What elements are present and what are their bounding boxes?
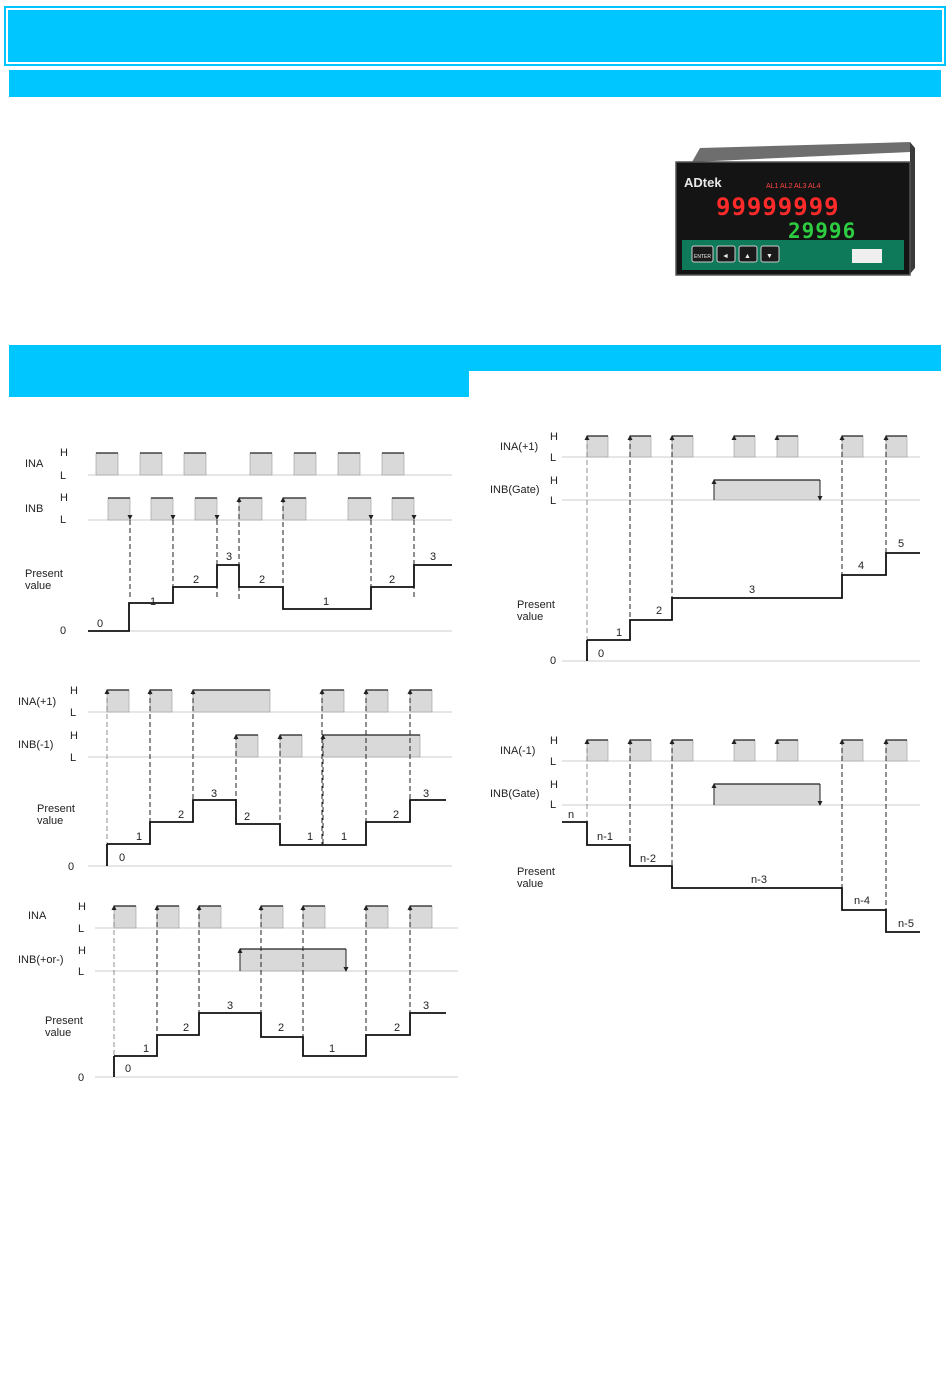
value-label: 0 <box>96 618 104 630</box>
level-h-label: H <box>70 730 78 742</box>
inb-pulse <box>108 498 130 520</box>
value-label: 2 <box>393 1022 401 1034</box>
axis-zero-label: 0 <box>550 655 557 667</box>
inb-pulse <box>236 735 258 757</box>
level-l-label: L <box>78 966 85 978</box>
level-l-label: L <box>550 756 557 768</box>
ina-pulse <box>382 453 404 475</box>
present-value-step-line <box>587 553 920 640</box>
value-label: 2 <box>388 574 396 586</box>
value-label: n-1 <box>597 831 613 843</box>
ina-pulse <box>410 906 432 928</box>
present-value-label: value <box>517 878 544 890</box>
inb-pulse <box>151 498 173 520</box>
present-value-step-line <box>562 822 920 932</box>
axis-zero-label: 0 <box>68 861 75 873</box>
present-value-label: Present <box>45 1015 83 1027</box>
ina-pulse <box>157 906 179 928</box>
value-label: 2 <box>277 1022 285 1034</box>
ina-pulse <box>366 906 388 928</box>
ina-pulse <box>322 690 344 712</box>
value-label: 3 <box>422 1000 430 1012</box>
present-value-label: value <box>25 580 52 592</box>
ina-pulse <box>886 436 907 457</box>
level-h-label: H <box>60 492 68 504</box>
ina-pulse <box>777 740 798 761</box>
ina-pulse <box>261 906 283 928</box>
value-label: 1 <box>328 1043 336 1055</box>
present-value-label: value <box>517 611 544 623</box>
signal-label-inb-gate: INB(Gate) <box>490 484 540 496</box>
value-label: n-4 <box>854 895 870 907</box>
ina-pulse <box>842 436 863 457</box>
value-label: n-5 <box>898 918 914 930</box>
signal-label-ina: INA <box>28 910 47 922</box>
device-display-bottom: 29996 <box>788 219 857 243</box>
signal-label-ina: INA <box>25 458 44 470</box>
up-key-label: ▲ <box>744 253 751 260</box>
level-l-label: L <box>550 495 557 507</box>
inb-pulse <box>283 498 306 520</box>
down-key-label: ▼ <box>766 253 773 260</box>
enter-key-label: ENTER <box>694 254 711 260</box>
device-indicators: AL1 AL2 AL3 AL4 <box>766 183 821 190</box>
timing-diagram-ina-plus-inb-minus <box>18 685 452 873</box>
ina-pulse <box>303 906 325 928</box>
value-label: 3 <box>210 788 218 800</box>
value-label: 1 <box>142 1043 150 1055</box>
inb-gate-pulse <box>714 480 820 500</box>
value-label: n-3 <box>751 874 767 886</box>
value-label: 2 <box>392 809 400 821</box>
inb-pulse <box>323 735 420 757</box>
ina-pulse <box>886 740 907 761</box>
present-value-label: value <box>45 1027 72 1039</box>
ina-pulse <box>734 740 755 761</box>
level-l-label: L <box>550 799 557 811</box>
present-value-step-line <box>107 800 446 845</box>
timing-diagram-ina-inb <box>25 447 452 637</box>
present-value-label: Present <box>25 568 63 580</box>
signal-label-ina-minus: INA(-1) <box>500 745 536 757</box>
level-h-label: H <box>78 901 86 913</box>
timing-diagram-ina-minus-gate <box>490 735 920 932</box>
present-value-label: Present <box>37 803 75 815</box>
value-label: 3 <box>226 1000 234 1012</box>
present-value-step-line <box>88 565 452 631</box>
signal-label-ina-plus: INA(+1) <box>500 441 539 453</box>
inb-gate-pulse <box>714 784 820 805</box>
level-h-label: H <box>550 779 558 791</box>
value-label: 1 <box>615 627 623 639</box>
inb-pulse <box>239 498 262 520</box>
axis-zero-label: 0 <box>78 1072 85 1084</box>
inb-pulse <box>195 498 217 520</box>
value-label: 0 <box>118 852 126 864</box>
level-h-label: H <box>550 735 558 747</box>
present-value-step-line <box>114 1013 446 1056</box>
value-label: n-2 <box>640 853 656 865</box>
axis-zero-label: 0 <box>60 625 67 637</box>
ina-pulse <box>842 740 863 761</box>
ina-pulse <box>199 906 221 928</box>
value-label: 1 <box>135 831 143 843</box>
left-key-label: ◄ <box>722 253 729 260</box>
ina-pulse <box>734 436 755 457</box>
ina-pulse <box>294 453 316 475</box>
inb-pulse <box>240 949 346 971</box>
ina-pulse <box>193 690 270 712</box>
ina-pulse <box>630 436 651 457</box>
value-label: 3 <box>422 788 430 800</box>
signal-label-inb-gate: INB(Gate) <box>490 788 540 800</box>
ina-pulse <box>107 690 129 712</box>
ina-pulse <box>630 740 651 761</box>
device-brand: ADtek <box>684 175 722 190</box>
value-label: 3 <box>225 551 233 563</box>
ina-pulse <box>587 740 608 761</box>
ina-pulse <box>150 690 172 712</box>
level-h-label: H <box>60 447 68 459</box>
ina-pulse <box>672 436 693 457</box>
present-value-label: value <box>37 815 64 827</box>
value-label: 1 <box>340 831 348 843</box>
device-display-top: 99999999 <box>716 193 840 221</box>
ina-pulse <box>114 906 136 928</box>
signal-label-inb-minus: INB(-1) <box>18 739 54 751</box>
ina-pulse <box>366 690 388 712</box>
ina-pulse <box>96 453 118 475</box>
value-label: 2 <box>192 574 200 586</box>
level-h-label: H <box>550 475 558 487</box>
signal-label-inb-plus-or-minus: INB(+or-) <box>18 954 64 966</box>
value-label: 1 <box>149 596 157 608</box>
ina-pulse <box>338 453 360 475</box>
value-label: 2 <box>182 1022 190 1034</box>
value-label: 4 <box>857 560 865 572</box>
value-label: 2 <box>243 811 251 823</box>
ina-pulse <box>410 690 432 712</box>
value-label: 5 <box>897 538 905 550</box>
value-label: 0 <box>124 1063 132 1075</box>
level-l-label: L <box>60 514 67 526</box>
value-label: 3 <box>748 584 756 596</box>
level-l-label: L <box>60 470 67 482</box>
timing-diagram-ina-inb-plus-or-minus <box>18 901 458 1084</box>
value-label: 2 <box>655 605 663 617</box>
level-l-label: L <box>70 752 77 764</box>
value-label: 2 <box>258 574 266 586</box>
present-value-label: Present <box>517 866 555 878</box>
value-label: n <box>567 809 575 821</box>
level-h-label: H <box>78 945 86 957</box>
value-label: 1 <box>306 831 314 843</box>
level-l-label: L <box>70 707 77 719</box>
value-label: 3 <box>429 551 437 563</box>
level-l-label: L <box>550 452 557 464</box>
timing-diagram-ina-plus-gate <box>490 431 920 667</box>
ina-pulse <box>777 436 798 457</box>
value-label: 0 <box>597 648 605 660</box>
inb-pulse <box>392 498 414 520</box>
ina-pulse <box>587 436 608 457</box>
ina-pulse <box>184 453 206 475</box>
signal-label-ina-plus: INA(+1) <box>18 696 57 708</box>
ina-pulse <box>140 453 162 475</box>
ina-pulse <box>250 453 272 475</box>
present-value-label: Present <box>517 599 555 611</box>
inb-pulse <box>280 735 302 757</box>
value-label: 1 <box>322 596 330 608</box>
level-l-label: L <box>78 923 85 935</box>
level-h-label: H <box>550 431 558 443</box>
signal-label-inb: INB <box>25 503 44 515</box>
level-h-label: H <box>70 685 78 697</box>
value-label: 2 <box>177 809 185 821</box>
inb-pulse <box>348 498 371 520</box>
ina-pulse <box>672 740 693 761</box>
